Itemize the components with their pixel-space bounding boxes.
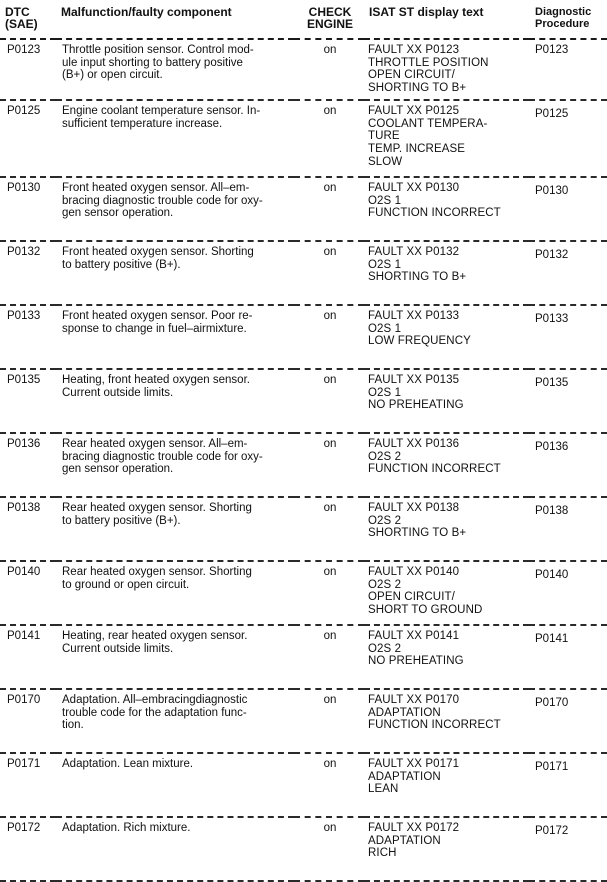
isat-display-text: FAULT XX P0125 COOLANT TEMPERA- TURE TEMP. INCREASE SLOW — [364, 100, 529, 177]
diagnostic-procedure: P0172 — [529, 817, 607, 881]
table-row — [0, 753, 607, 817]
isat-display-text: FAULT XX P0141 O2S 2 NO PREHEATING — [364, 625, 529, 689]
table-row — [0, 100, 607, 177]
check-engine-status: on — [294, 241, 364, 305]
fault-description: Adaptation. Lean mixture. — [56, 753, 294, 817]
check-engine-status: on — [294, 689, 364, 753]
header-dtc: DTC (SAE) — [0, 0, 56, 39]
check-engine-status: on — [294, 817, 364, 881]
table-row — [0, 369, 607, 433]
dtc-code: P0138 — [0, 497, 56, 561]
dtc-code: P0170 — [0, 689, 56, 753]
header-diagnostic-procedure: Diagnostic Procedure — [529, 0, 607, 39]
dtc-code: P0136 — [0, 433, 56, 497]
check-engine-status: on — [294, 369, 364, 433]
isat-display-text: FAULT XX P0132 O2S 1 SHORTING TO B+ — [364, 241, 529, 305]
isat-display-text: FAULT XX P0172 ADAPTATION RICH — [364, 817, 529, 881]
dtc-code: P0133 — [0, 305, 56, 369]
fault-description: Engine coolant temperature sensor. In- sufficient temperature increase. — [56, 100, 294, 177]
isat-display-text: FAULT XX P0130 O2S 1 FUNCTION INCORRECT — [364, 177, 529, 241]
diagnostic-procedure: P0136 — [529, 433, 607, 497]
isat-display-text: FAULT XX P0140 O2S 2 OPEN CIRCUIT/ SHORT TO GROUND — [364, 561, 529, 625]
dtc-code: P0125 — [0, 100, 56, 177]
dtc-code: P0172 — [0, 817, 56, 881]
table-row — [0, 433, 607, 497]
check-engine-status: on — [294, 177, 364, 241]
isat-display-text: FAULT XX P0138 O2S 2 SHORTING TO B+ — [364, 497, 529, 561]
diagnostic-procedure: P0132 — [529, 241, 607, 305]
table-row — [0, 689, 607, 753]
fault-description: Adaptation. Rich mixture. — [56, 817, 294, 881]
fault-description: Heating, front heated oxygen sensor. Current outside limits. — [56, 369, 294, 433]
isat-display-text: FAULT XX P0136 O2S 2 FUNCTION INCORRECT — [364, 433, 529, 497]
table-row — [0, 305, 607, 369]
fault-description: Rear heated oxygen sensor. Shorting to ground or open circuit. — [56, 561, 294, 625]
table-row — [0, 177, 607, 241]
isat-display-text: FAULT XX P0123 THROTTLE POSITION OPEN CIRCUIT/ SHORTING TO B+ — [364, 39, 529, 100]
table-body — [0, 39, 607, 881]
diagnostic-procedure: P0123 — [529, 39, 607, 100]
check-engine-status: on — [294, 433, 364, 497]
diagnostic-procedure: P0141 — [529, 625, 607, 689]
header-check-engine: CHECK ENGINE — [294, 0, 364, 39]
check-engine-status: on — [294, 497, 364, 561]
fault-description: Heating, rear heated oxygen sensor. Current outside limits. — [56, 625, 294, 689]
diagnostic-procedure: P0140 — [529, 561, 607, 625]
isat-display-text: FAULT XX P0135 O2S 1 NO PREHEATING — [364, 369, 529, 433]
isat-display-text: FAULT XX P0171 ADAPTATION LEAN — [364, 753, 529, 817]
dtc-code: P0141 — [0, 625, 56, 689]
check-engine-status: on — [294, 561, 364, 625]
diagnostic-procedure: P0171 — [529, 753, 607, 817]
table-header — [0, 0, 607, 39]
diagnostic-procedure: P0170 — [529, 689, 607, 753]
table-row — [0, 241, 607, 305]
table-row — [0, 561, 607, 625]
diagnostic-procedure: P0135 — [529, 369, 607, 433]
fault-description: Adaptation. All–embracingdiagnostic trouble code for the adaptation func- tion. — [56, 689, 294, 753]
fault-description: Front heated oxygen sensor. Shorting to battery positive (B+). — [56, 241, 294, 305]
fault-description: Throttle position sensor. Control mod- ule input shorting to battery positive (B+) or open circuit. — [56, 39, 294, 100]
diagnostic-procedure: P0130 — [529, 177, 607, 241]
table-row — [0, 817, 607, 881]
fault-description: Rear heated oxygen sensor. Shorting to battery positive (B+). — [56, 497, 294, 561]
check-engine-status: on — [294, 305, 364, 369]
isat-display-text: FAULT XX P0170 ADAPTATION FUNCTION INCORRECT — [364, 689, 529, 753]
header-isat-display-text: ISAT ST display text — [364, 0, 529, 39]
table-row — [0, 497, 607, 561]
fault-description: Rear heated oxygen sensor. All–em- bracing diagnostic trouble code for oxy- gen sensor operation. — [56, 433, 294, 497]
check-engine-status: on — [294, 39, 364, 100]
diagnostic-procedure: P0133 — [529, 305, 607, 369]
dtc-code: P0140 — [0, 561, 56, 625]
diagnostic-procedure: P0125 — [529, 100, 607, 177]
check-engine-status: on — [294, 625, 364, 689]
dtc-code: P0130 — [0, 177, 56, 241]
isat-display-text: FAULT XX P0133 O2S 1 LOW FREQUENCY — [364, 305, 529, 369]
diagnostic-procedure: P0138 — [529, 497, 607, 561]
header-description: Malfunction/faulty component — [56, 0, 294, 39]
dtc-code: P0171 — [0, 753, 56, 817]
fault-description: Front heated oxygen sensor. Poor re- sponse to change in fuel–airmixture. — [56, 305, 294, 369]
dtc-code: P0135 — [0, 369, 56, 433]
check-engine-status: on — [294, 100, 364, 177]
dtc-code: P0132 — [0, 241, 56, 305]
table-row — [0, 625, 607, 689]
table-row — [0, 39, 607, 100]
dtc-code: P0123 — [0, 39, 56, 100]
check-engine-status: on — [294, 753, 364, 817]
fault-description: Front heated oxygen sensor. All–em- bracing diagnostic trouble code for oxy- gen sensor operation. — [56, 177, 294, 241]
